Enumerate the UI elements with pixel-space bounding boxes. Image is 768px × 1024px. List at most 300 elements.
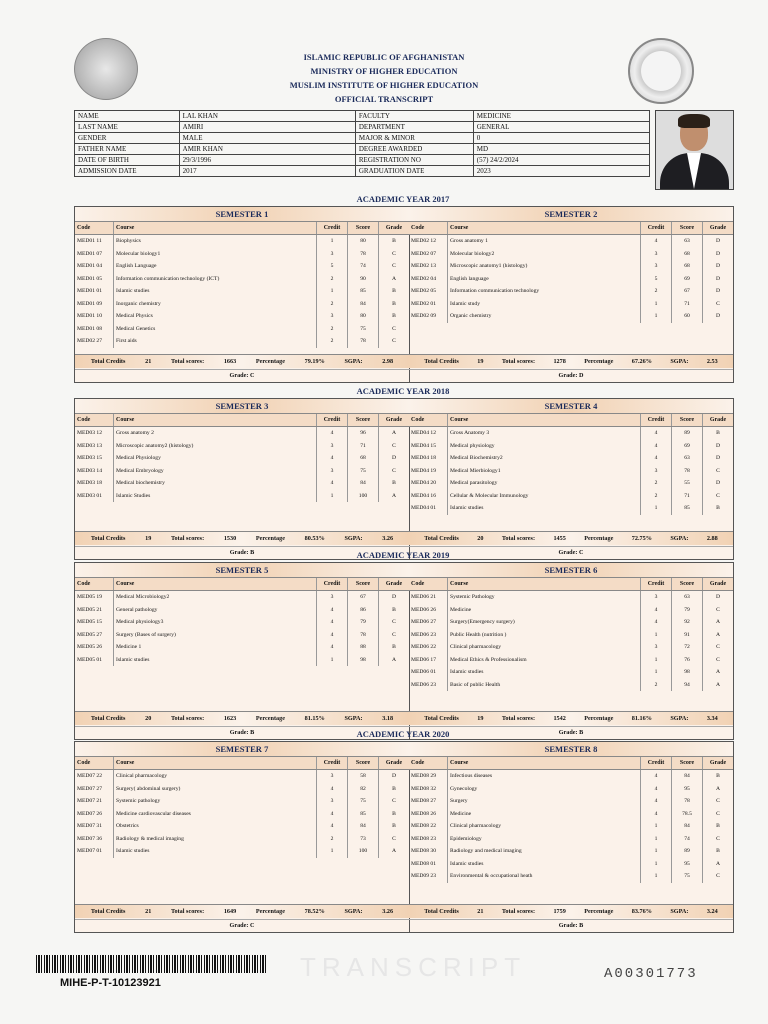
column-header: Grade (385, 581, 403, 587)
course-name: Surgery (Bases of surgery) (114, 629, 317, 642)
info-row (75, 155, 650, 166)
course-name: Systemic pathology (114, 795, 317, 808)
course-grade: C (392, 263, 396, 269)
course-row (75, 427, 409, 440)
info-label: LAST NAME (75, 122, 180, 133)
course-row (409, 260, 733, 273)
course-row (75, 490, 409, 503)
course-credit: 1 (641, 858, 672, 871)
course-row (75, 273, 409, 286)
course-code: MED08 30 (409, 845, 448, 858)
course-credit: 2 (317, 335, 348, 348)
info-value: AMIR KHAN (179, 144, 355, 155)
course-row (75, 641, 409, 654)
info-label: REGISTRATION NO (355, 155, 473, 166)
course-code: MED08 29 (409, 770, 448, 783)
course-score: 74 (348, 260, 379, 273)
semester-panel (75, 399, 410, 559)
course-code: MED02 27 (75, 335, 114, 348)
course-score: 94 (672, 679, 703, 692)
course-grade: B (392, 823, 396, 829)
course-grade: C (716, 300, 720, 307)
course-grade: D (715, 263, 721, 269)
totals-label: Percentage (584, 715, 614, 722)
course-name: Clinical pharmacology (448, 820, 641, 833)
grade-label: Grade: (229, 372, 249, 379)
column-header: Credit (641, 222, 672, 234)
course-code: MED02 01 (409, 298, 448, 311)
totals-label: Total scores: (170, 535, 205, 542)
course-code: MED07 26 (75, 808, 114, 821)
course-name: Medical Mierbiology1 (448, 465, 641, 478)
course-score: 95 (672, 783, 703, 796)
course-score: 67 (672, 285, 703, 298)
info-label: DATE OF BIRTH (75, 155, 180, 166)
course-credit: 2 (317, 298, 348, 311)
course-row (75, 654, 409, 667)
course-grade: A (391, 656, 397, 663)
totals-label: SGPA: (344, 715, 363, 722)
course-score: 69 (672, 273, 703, 286)
course-grade: D (715, 313, 721, 319)
course-credit: 4 (641, 440, 672, 453)
course-header-row (75, 757, 409, 770)
column-header: Grade (385, 417, 403, 423)
course-row (409, 820, 733, 833)
course-name: Obstetrics (114, 820, 317, 833)
course-grade: C (392, 250, 396, 257)
totals-label: SGPA: (344, 358, 363, 365)
semester-grade (409, 919, 733, 932)
totals-label: SGPA: (344, 908, 363, 915)
course-credit: 3 (317, 310, 348, 323)
percentage-value: 79.19% (304, 358, 325, 365)
course-code: MED03 01 (75, 490, 114, 503)
course-credit: 4 (641, 235, 672, 248)
column-header: Code (409, 222, 448, 234)
course-code: MED04 18 (409, 452, 448, 465)
course-score: 89 (672, 845, 703, 858)
course-code: MED03 14 (75, 465, 114, 478)
course-score: 75 (348, 465, 379, 478)
course-name: Medical physiology3 (114, 616, 317, 629)
total-scores-value: 1542 (553, 715, 566, 722)
course-code: MED03 13 (75, 440, 114, 453)
course-row (75, 820, 409, 833)
course-grade: D (715, 238, 721, 244)
course-score: 55 (672, 477, 703, 490)
course-score: 68 (672, 248, 703, 261)
info-row (75, 166, 650, 177)
course-grade: B (392, 480, 396, 486)
course-name: Medicine 1 (114, 641, 317, 654)
course-credit: 4 (641, 616, 672, 629)
course-grade: C (716, 835, 720, 842)
course-name: Clinical pharmacology (448, 641, 641, 654)
academic-year-block (74, 562, 734, 740)
course-grade: C (392, 619, 396, 625)
course-score: 79 (672, 604, 703, 617)
info-label: FACULTY (355, 111, 473, 122)
course-row (409, 858, 733, 871)
course-row (75, 604, 409, 617)
course-code: MED01 05 (75, 273, 114, 286)
totals-label: Total scores: (170, 358, 205, 365)
info-label: ADMISSION DATE (75, 166, 180, 177)
course-name: Medicine cardiovascular diseases (114, 808, 317, 821)
course-grade: D (391, 773, 397, 779)
course-code: MED06 23 (409, 629, 448, 642)
course-credit: 3 (641, 260, 672, 273)
course-credit: 4 (641, 604, 672, 617)
course-name: Islamic Studies (114, 490, 317, 503)
course-score: 79 (348, 616, 379, 629)
totals-label: Total scores: (501, 908, 536, 915)
course-row (75, 248, 409, 261)
course-header-row (409, 757, 733, 770)
totals-label: Total Credits (424, 358, 459, 365)
header-ministry: MINISTRY OF HIGHER EDUCATION (310, 66, 458, 76)
course-score: 75 (348, 323, 379, 336)
academic-year-title: ACADEMIC YEAR 2020 (356, 729, 450, 739)
course-code: MED06 23 (409, 679, 448, 692)
course-grade: C (716, 656, 720, 663)
course-row (409, 465, 733, 478)
course-code: MED02 07 (409, 248, 448, 261)
total-credits-value: 20 (477, 535, 484, 542)
course-grade: B (392, 810, 396, 817)
course-code: MED08 27 (409, 795, 448, 808)
course-code: MED01 08 (75, 323, 114, 336)
course-name: Medical parasitology (448, 477, 641, 490)
course-code: MED08 26 (409, 808, 448, 821)
total-scores-value: 1623 (223, 715, 237, 722)
course-credit: 4 (317, 616, 348, 629)
course-name: Environmental & occupational heath (448, 870, 641, 883)
column-header: Course (448, 757, 641, 769)
column-header: Credit (641, 578, 672, 590)
course-grade: B (716, 430, 720, 436)
course-code: MED07 01 (75, 845, 114, 858)
student-info-table (74, 110, 650, 177)
course-credit: 4 (641, 427, 672, 440)
info-label: GENDER (75, 133, 180, 144)
course-name: Biophysics (114, 235, 317, 248)
course-name: Cellular & Molecular Immunology (448, 490, 641, 503)
course-score: 76 (672, 654, 703, 667)
info-row (75, 111, 650, 122)
course-row (75, 465, 409, 478)
column-header: Credit (641, 757, 672, 769)
column-header: Grade (709, 417, 727, 423)
info-label: NAME (75, 111, 180, 122)
info-value: 2017 (179, 166, 355, 177)
course-name: Infectious diseases (448, 770, 641, 783)
course-grade: B (392, 785, 396, 792)
course-name: Microscopic anatomy1 (histology) (448, 260, 641, 273)
totals-label: SGPA: (670, 908, 689, 915)
course-grade: D (391, 455, 397, 461)
column-header: Score (348, 757, 379, 769)
course-credit: 1 (317, 654, 348, 667)
course-row (409, 641, 733, 654)
column-header: Score (348, 222, 379, 234)
semester-panel (409, 207, 733, 382)
course-row (409, 616, 733, 629)
course-score: 63 (672, 591, 703, 604)
course-code: MED01 07 (75, 248, 114, 261)
column-header: Code (75, 414, 114, 426)
course-name: Organic chemistry (448, 310, 641, 323)
semester-panel (409, 742, 733, 932)
course-name: Islamic studies (114, 285, 317, 298)
totals-label: Total scores: (501, 715, 536, 722)
course-code: MED01 01 (75, 285, 114, 298)
semester-grade (75, 369, 409, 382)
totals-label: Percentage (255, 358, 285, 365)
course-score: 84 (672, 820, 703, 833)
column-header: Credit (641, 414, 672, 426)
course-credit: 2 (641, 477, 672, 490)
column-header: Code (409, 414, 448, 426)
course-grade: A (715, 631, 721, 638)
totals-label: Total Credits (90, 715, 126, 722)
course-grade: C (716, 467, 720, 474)
course-row (75, 285, 409, 298)
sgpa-value: 3.24 (706, 908, 718, 915)
course-credit: 1 (641, 820, 672, 833)
course-grade: C (392, 338, 396, 344)
course-grade: C (392, 798, 396, 804)
course-name: Medicine (448, 808, 641, 821)
course-score: 67 (348, 591, 379, 604)
course-row (75, 845, 409, 858)
course-code: MED02 13 (409, 260, 448, 273)
info-label: MAJOR & MINOR (355, 133, 473, 144)
totals-label: Total scores: (170, 908, 205, 915)
info-value: AMIRI (179, 122, 355, 133)
grade-label: Grade: (558, 922, 578, 929)
column-header: Course (114, 578, 317, 590)
column-header: Code (75, 578, 114, 590)
totals-label: SGPA: (670, 715, 689, 722)
grade-value: C (249, 922, 255, 929)
course-grade: D (715, 275, 721, 282)
course-credit: 2 (317, 833, 348, 846)
course-credit: 4 (641, 783, 672, 796)
course-name: Islamic study (448, 298, 641, 311)
percentage-value: 83.76% (631, 908, 652, 915)
column-header: Course (448, 414, 641, 426)
course-credit: 4 (641, 770, 672, 783)
course-code: MED05 01 (75, 654, 114, 667)
semester-title: SEMESTER 8 (409, 742, 733, 757)
course-code: MED03 15 (75, 452, 114, 465)
course-score: 63 (672, 235, 703, 248)
course-code: MED07 36 (75, 833, 114, 846)
course-code: MED06 22 (409, 641, 448, 654)
course-name: Islamic studies (114, 845, 317, 858)
column-header: Score (672, 222, 703, 234)
course-grade: C (392, 325, 396, 332)
course-header-row (409, 222, 733, 235)
column-header: Grade (709, 581, 727, 587)
totals-label: Total Credits (90, 908, 126, 915)
course-row (409, 770, 733, 783)
course-name: Public Health (nutrition ) (448, 629, 641, 642)
course-code: MED02 12 (409, 235, 448, 248)
course-code: MED04 16 (409, 490, 448, 503)
total-credits-value: 20 (145, 715, 152, 722)
course-credit: 3 (317, 795, 348, 808)
totals-label: SGPA: (344, 535, 363, 542)
grade-label: Grade: (558, 372, 578, 379)
semester-title: SEMESTER 3 (75, 399, 409, 414)
course-grade: B (392, 644, 396, 650)
sgpa-value: 2.53 (706, 358, 718, 365)
academic-year-title: ACADEMIC YEAR 2019 (356, 550, 450, 560)
course-name: Medical Genetics (114, 323, 317, 336)
semester-totals (75, 904, 409, 918)
course-name: Islamic studies (114, 654, 317, 667)
column-header: Score (672, 757, 703, 769)
course-score: 84 (348, 298, 379, 311)
semester-title: SEMESTER 5 (75, 563, 409, 578)
course-grade: A (391, 848, 397, 854)
student-photo (655, 110, 734, 190)
course-grade: A (715, 681, 721, 688)
course-code: MED06 17 (409, 654, 448, 667)
course-name: Basic of public Health (448, 679, 641, 692)
course-name: Surgery (448, 795, 641, 808)
academic-year-title: ACADEMIC YEAR 2018 (356, 386, 450, 396)
course-credit: 3 (641, 465, 672, 478)
course-score: 69 (672, 440, 703, 453)
totals-label: Percentage (255, 535, 285, 542)
course-credit: 1 (317, 285, 348, 298)
info-value: 29/3/1996 (179, 155, 355, 166)
course-row (75, 298, 409, 311)
column-header: Code (75, 757, 114, 769)
course-grade: B (392, 288, 396, 294)
course-code: MED06 27 (409, 616, 448, 629)
totals-label: Percentage (255, 908, 285, 915)
course-grade: C (392, 631, 396, 638)
totals-label: Percentage (584, 358, 614, 365)
column-header: Course (448, 222, 641, 234)
course-grade: D (391, 594, 397, 600)
course-name: Gross Anatomy 3 (448, 427, 641, 440)
grade-value: B (579, 922, 584, 929)
course-score: 85 (348, 808, 379, 821)
header-doc-title: OFFICIAL TRANSCRIPT (334, 94, 434, 104)
course-row (409, 604, 733, 617)
course-grade: A (391, 492, 397, 499)
transcript-watermark: TRANSCRIPT (300, 952, 527, 982)
percentage-value: 78.52% (304, 908, 325, 915)
info-label: GRADUATION DATE (355, 166, 473, 177)
column-header: Grade (709, 760, 727, 766)
course-grade: B (392, 606, 396, 613)
totals-label: Total Credits (424, 908, 459, 915)
barcode-label: MIHE-P-T-10123921 (60, 977, 161, 989)
course-credit: 4 (317, 629, 348, 642)
column-header: Score (672, 578, 703, 590)
course-name: Medical Microbiology2 (114, 591, 317, 604)
column-header: Code (75, 222, 114, 234)
course-credit: 1 (641, 870, 672, 883)
course-row (409, 502, 733, 515)
grade-label: Grade: (229, 922, 249, 929)
column-header: Credit (317, 222, 348, 234)
course-score: 73 (348, 833, 379, 846)
totals-label: Total scores: (501, 358, 536, 365)
totals-label: SGPA: (670, 358, 689, 365)
course-grade: B (392, 300, 396, 307)
course-grade: C (716, 492, 720, 499)
sgpa-value: 3.18 (382, 715, 394, 722)
course-row (409, 795, 733, 808)
total-scores-value: 1455 (553, 535, 566, 542)
academic-year-block (74, 206, 734, 383)
course-code: MED02 04 (409, 273, 448, 286)
column-header: Score (348, 578, 379, 590)
course-score: 100 (348, 490, 379, 503)
course-credit: 1 (641, 502, 672, 515)
course-code: MED07 21 (75, 795, 114, 808)
course-row (75, 477, 409, 490)
course-credit: 3 (641, 248, 672, 261)
course-row (75, 310, 409, 323)
info-value: MALE (179, 133, 355, 144)
course-row (75, 795, 409, 808)
course-row (75, 629, 409, 642)
sgpa-value: 2.88 (706, 535, 718, 542)
course-row (409, 666, 733, 679)
course-code: MED05 19 (75, 591, 114, 604)
course-credit: 1 (641, 310, 672, 323)
course-grade: A (715, 785, 721, 792)
course-row (409, 783, 733, 796)
course-name: Islamic studies (448, 502, 641, 515)
total-credits-value: 21 (145, 908, 152, 915)
course-credit: 1 (317, 490, 348, 503)
percentage-value: 81.15% (304, 715, 325, 722)
course-name: Gynecology (448, 783, 641, 796)
course-code: MED04 01 (409, 502, 448, 515)
sgpa-value: 3.26 (382, 535, 394, 542)
course-credit: 1 (641, 629, 672, 642)
course-row (75, 833, 409, 846)
course-row (75, 260, 409, 273)
course-row (409, 235, 733, 248)
course-score: 86 (348, 604, 379, 617)
course-name: Surgery(Emergency surgery) (448, 616, 641, 629)
course-code: MED04 20 (409, 477, 448, 490)
course-credit: 4 (317, 604, 348, 617)
course-credit: 4 (317, 783, 348, 796)
course-name: Systemic Pathology (448, 591, 641, 604)
course-grade: B (716, 773, 720, 779)
serial-number: A00301773 (604, 966, 698, 982)
course-row (409, 310, 733, 323)
course-row (409, 298, 733, 311)
course-credit: 2 (641, 285, 672, 298)
percentage-value: 81.16% (631, 715, 652, 722)
course-score: 75 (672, 870, 703, 883)
course-row (409, 870, 733, 883)
column-header: Grade (709, 225, 727, 231)
